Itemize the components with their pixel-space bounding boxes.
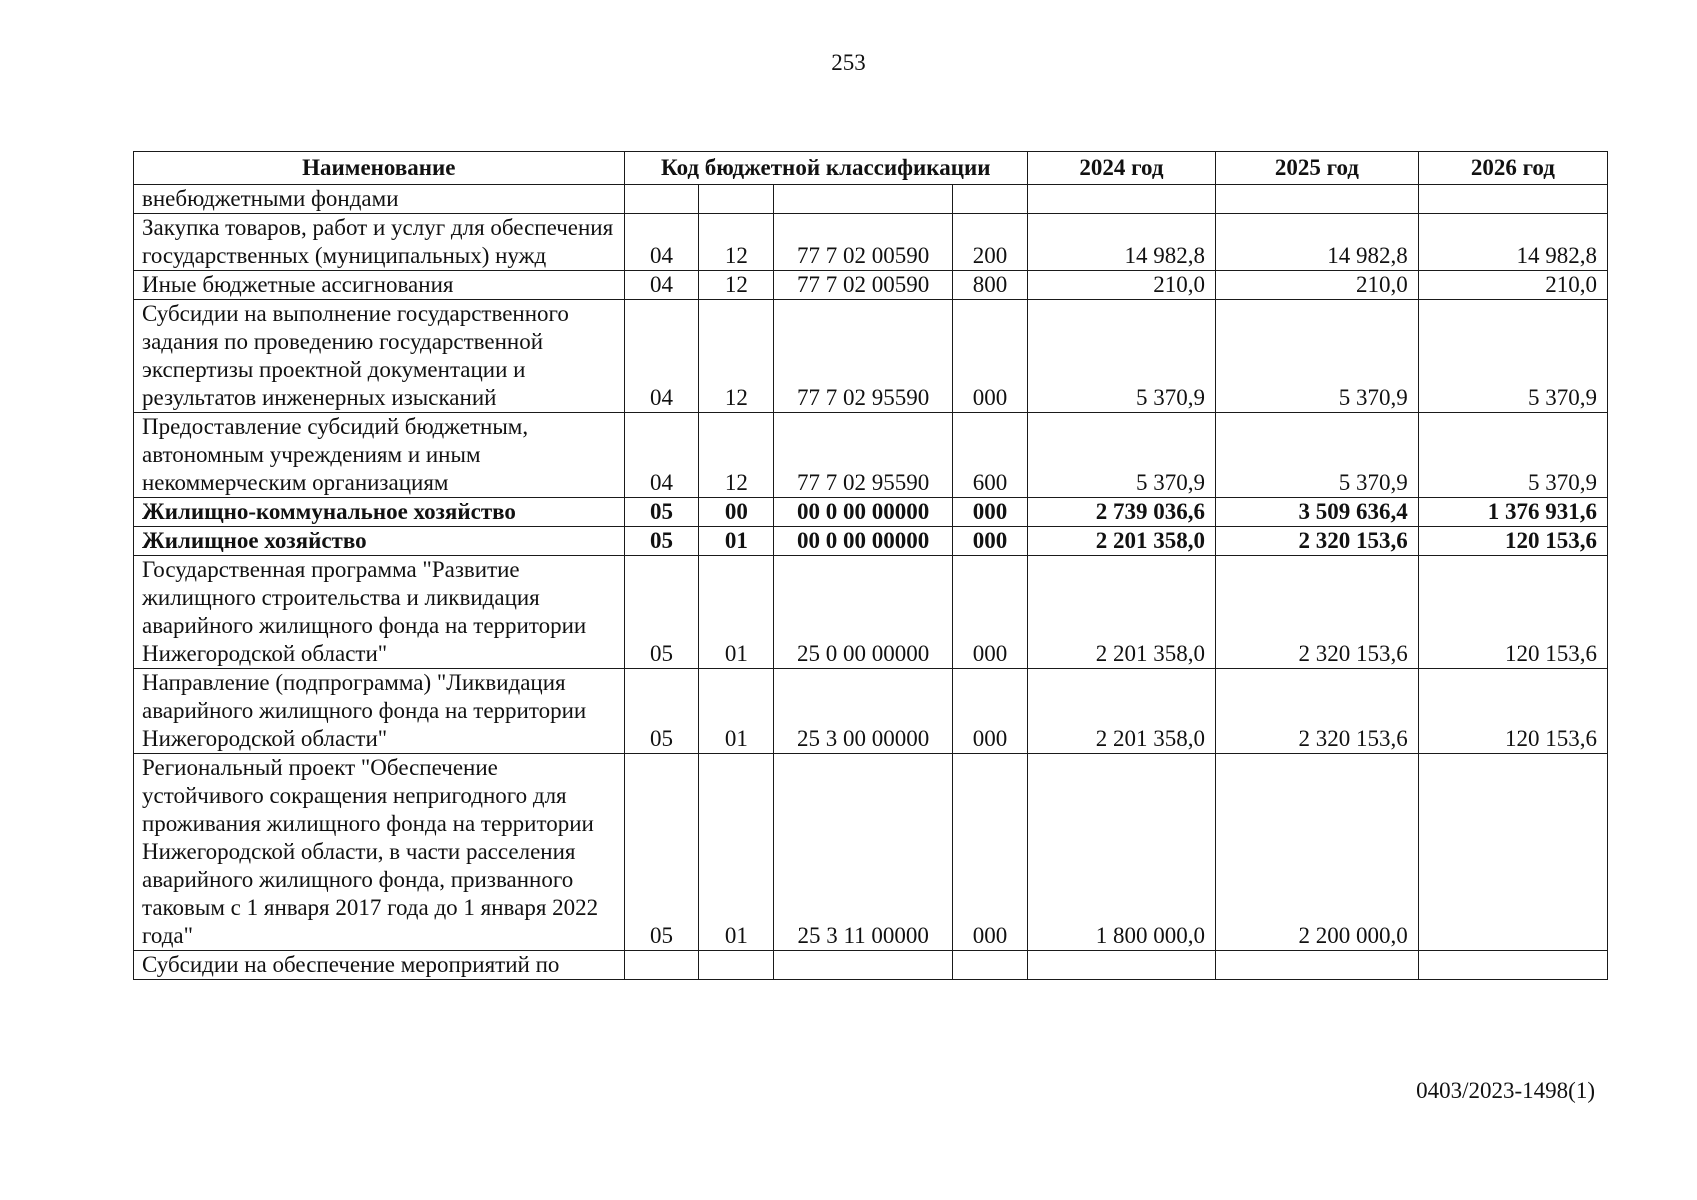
row-name-cell: Направление (подпрограмма) "Ликвидация аварийного жилищного фонда на территории Нижегородской области" <box>134 669 625 754</box>
row-name-cell: Жилищно-коммунальное хозяйство <box>134 498 625 527</box>
table-row <box>134 185 1608 214</box>
code-expense-type-cell <box>953 185 1028 214</box>
code-section-cell: 05 <box>624 527 699 556</box>
value-2026-cell: 5 370,9 <box>1418 300 1607 413</box>
value-2026-cell <box>1418 754 1607 951</box>
value-2025-cell: 2 320 153,6 <box>1216 669 1419 754</box>
code-subsection-cell: 01 <box>699 669 774 754</box>
code-subsection-cell: 00 <box>699 498 774 527</box>
value-2025-cell: 5 370,9 <box>1216 300 1419 413</box>
code-section-cell <box>624 185 699 214</box>
row-name-cell: Закупка товаров, работ и услуг для обеспечения государственных (муниципальных) нужд <box>134 214 625 271</box>
table-row <box>134 669 1608 754</box>
code-expense-type-cell <box>953 951 1028 980</box>
header-2025: 2025 год <box>1216 152 1419 185</box>
header-code: Код бюджетной классификации <box>624 152 1027 185</box>
value-2026-cell: 5 370,9 <box>1418 413 1607 498</box>
table-row <box>134 214 1608 271</box>
code-section-cell: 05 <box>624 556 699 669</box>
code-subsection-cell <box>699 185 774 214</box>
code-expense-type-cell: 000 <box>953 754 1028 951</box>
code-section-cell: 05 <box>624 754 699 951</box>
code-target-cell: 77 7 02 00590 <box>774 214 953 271</box>
code-target-cell: 00 0 00 00000 <box>774 498 953 527</box>
row-name-cell: Государственная программа "Развитие жилищного строительства и ликвидация аварийного жилищного фонда на территории Нижегородской области" <box>134 556 625 669</box>
value-2024-cell: 210,0 <box>1027 271 1215 300</box>
table-row <box>134 498 1608 527</box>
code-subsection-cell: 01 <box>699 527 774 556</box>
code-section-cell: 04 <box>624 413 699 498</box>
row-name-cell: внебюджетными фондами <box>134 185 625 214</box>
code-section-cell <box>624 951 699 980</box>
code-subsection-cell: 12 <box>699 300 774 413</box>
value-2026-cell: 120 153,6 <box>1418 669 1607 754</box>
header-2024: 2024 год <box>1027 152 1215 185</box>
code-section-cell: 04 <box>624 271 699 300</box>
code-target-cell: 25 0 00 00000 <box>774 556 953 669</box>
value-2026-cell <box>1418 185 1607 214</box>
value-2024-cell <box>1027 951 1215 980</box>
row-name-cell: Региональный проект "Обеспечение устойчивого сокращения непригодного для проживания жилищного фонда на территории Нижегородской области, в части расселения аварийного жилищного фонда, призванного таковым с 1 января 2017 года до 1 января 2022 года" <box>134 754 625 951</box>
code-target-cell: 77 7 02 00590 <box>774 271 953 300</box>
document-code: 0403/2023-1498(1) <box>1416 1078 1595 1103</box>
value-2024-cell: 5 370,9 <box>1027 300 1215 413</box>
row-name-cell: Субсидии на выполнение государственного задания по проведению государственной экспертизы проектной документации и результатов инженерных изысканий <box>134 300 625 413</box>
code-expense-type-cell: 000 <box>953 300 1028 413</box>
value-2026-cell: 120 153,6 <box>1418 527 1607 556</box>
value-2026-cell: 1 376 931,6 <box>1418 498 1607 527</box>
code-target-cell: 25 3 00 00000 <box>774 669 953 754</box>
value-2025-cell: 5 370,9 <box>1216 413 1419 498</box>
code-expense-type-cell: 200 <box>953 214 1028 271</box>
code-target-cell: 77 7 02 95590 <box>774 413 953 498</box>
table-row <box>134 556 1608 669</box>
code-target-cell: 25 3 11 00000 <box>774 754 953 951</box>
table-row <box>134 300 1608 413</box>
row-name-cell: Предоставление субсидий бюджетным, автономным учреждениям и иным некоммерческим организациям <box>134 413 625 498</box>
table-row <box>134 754 1608 951</box>
value-2025-cell: 2 320 153,6 <box>1216 556 1419 669</box>
row-name-cell: Жилищное хозяйство <box>134 527 625 556</box>
budget-table <box>133 151 1608 980</box>
value-2024-cell: 5 370,9 <box>1027 413 1215 498</box>
code-subsection-cell: 12 <box>699 271 774 300</box>
table-row <box>134 527 1608 556</box>
code-expense-type-cell: 000 <box>953 556 1028 669</box>
code-section-cell: 04 <box>624 300 699 413</box>
code-subsection-cell <box>699 951 774 980</box>
value-2024-cell: 1 800 000,0 <box>1027 754 1215 951</box>
header-2026: 2026 год <box>1418 152 1607 185</box>
row-name-cell: Иные бюджетные ассигнования <box>134 271 625 300</box>
value-2025-cell: 2 320 153,6 <box>1216 527 1419 556</box>
code-expense-type-cell: 000 <box>953 527 1028 556</box>
value-2025-cell <box>1216 951 1419 980</box>
table-body <box>134 185 1608 980</box>
value-2024-cell <box>1027 185 1215 214</box>
table-row <box>134 951 1608 980</box>
table-row <box>134 271 1608 300</box>
code-subsection-cell: 01 <box>699 754 774 951</box>
value-2024-cell: 14 982,8 <box>1027 214 1215 271</box>
value-2026-cell: 120 153,6 <box>1418 556 1607 669</box>
page-number: 253 <box>831 50 866 75</box>
code-subsection-cell: 12 <box>699 413 774 498</box>
table-row <box>134 413 1608 498</box>
value-2026-cell <box>1418 951 1607 980</box>
code-section-cell: 05 <box>624 669 699 754</box>
row-name-cell: Субсидии на обеспечение мероприятий по <box>134 951 625 980</box>
value-2026-cell: 14 982,8 <box>1418 214 1607 271</box>
header-name: Наименование <box>134 152 625 185</box>
code-expense-type-cell: 000 <box>953 498 1028 527</box>
code-section-cell: 05 <box>624 498 699 527</box>
value-2024-cell: 2 201 358,0 <box>1027 556 1215 669</box>
code-target-cell <box>774 185 953 214</box>
code-subsection-cell: 01 <box>699 556 774 669</box>
code-target-cell: 00 0 00 00000 <box>774 527 953 556</box>
code-target-cell <box>774 951 953 980</box>
value-2024-cell: 2 739 036,6 <box>1027 498 1215 527</box>
code-expense-type-cell: 600 <box>953 413 1028 498</box>
value-2024-cell: 2 201 358,0 <box>1027 527 1215 556</box>
value-2025-cell <box>1216 185 1419 214</box>
value-2025-cell: 2 200 000,0 <box>1216 754 1419 951</box>
value-2026-cell: 210,0 <box>1418 271 1607 300</box>
value-2025-cell: 14 982,8 <box>1216 214 1419 271</box>
table-header-row <box>134 152 1608 185</box>
value-2025-cell: 3 509 636,4 <box>1216 498 1419 527</box>
value-2025-cell: 210,0 <box>1216 271 1419 300</box>
code-expense-type-cell: 800 <box>953 271 1028 300</box>
code-subsection-cell: 12 <box>699 214 774 271</box>
code-section-cell: 04 <box>624 214 699 271</box>
code-expense-type-cell: 000 <box>953 669 1028 754</box>
value-2024-cell: 2 201 358,0 <box>1027 669 1215 754</box>
code-target-cell: 77 7 02 95590 <box>774 300 953 413</box>
